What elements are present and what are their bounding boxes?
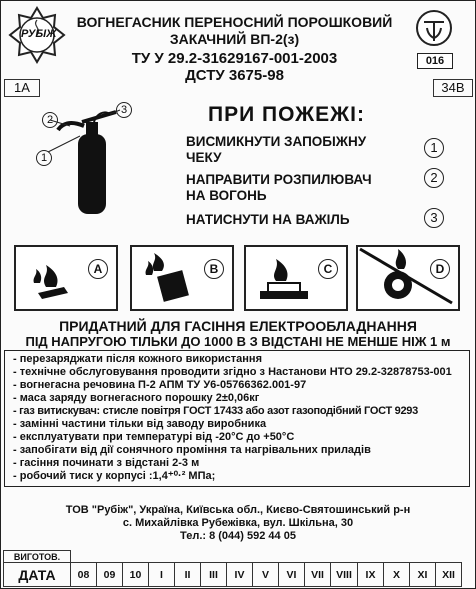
address-line1: ТОВ "Рубіж", Україна, Київська обл., Києво-Святошинський р-н bbox=[65, 504, 411, 516]
standard-tu: ТУ У 29.2-31629167-001-2003 bbox=[131, 50, 338, 67]
year-cell: 09 bbox=[97, 563, 123, 587]
month-cell: I bbox=[149, 563, 175, 587]
month-cell: XII bbox=[436, 563, 462, 587]
extinguisher-drawing bbox=[30, 100, 150, 220]
info-line: - запобігати від дії сонячного проміння та нагрівальних приладів bbox=[13, 444, 371, 456]
info-block bbox=[4, 350, 470, 487]
suitability-line2: ПІД НАПРУГОЮ ТІЛЬКИ ДО 1000 В З ВІДСТАНІ НЕ МЕНШЕ НІЖ 1 м bbox=[25, 334, 451, 349]
fire-class-b-letter: B bbox=[204, 259, 224, 279]
info-line: - газ витискувач: стисле повітря ГОСТ 17433 або азот газоподібний ГОСТ 9293 bbox=[13, 405, 418, 417]
title-line1: ВОГНЕГАСНИК ПЕРЕНОСНИЙ ПОРОШКОВИЙ bbox=[76, 14, 393, 30]
callout-2: 2 bbox=[42, 112, 58, 128]
fire-heading: ПРИ ПОЖЕЖІ: bbox=[208, 103, 365, 126]
fire-class-a-letter: A bbox=[88, 259, 108, 279]
title-line2: ЗАКАЧНИЙ ВП-2(з) bbox=[169, 31, 300, 47]
step-3-line1: НАТИСНУТИ НА ВАЖІЛЬ bbox=[186, 212, 350, 227]
cert-code: 016 bbox=[417, 53, 453, 69]
standard-dstu: ДСТУ 3675-98 bbox=[185, 67, 284, 84]
logo-text: РУБІЖ bbox=[21, 28, 57, 40]
step-3-number: 3 bbox=[424, 208, 444, 228]
info-line: - технічне обслуговування проводити згідно з Настанови НТО 29.2-32878753-001 bbox=[13, 366, 452, 378]
month-cell: XI bbox=[410, 563, 436, 587]
fire-class-a-box bbox=[14, 245, 118, 311]
step-1-number: 1 bbox=[424, 138, 444, 158]
month-cell: X bbox=[384, 563, 410, 587]
fire-class-d-letter: D bbox=[430, 259, 450, 279]
month-cell: IV bbox=[227, 563, 253, 587]
made-label: ВИГОТОВ. bbox=[4, 551, 71, 563]
certification-mark-icon bbox=[414, 8, 454, 48]
manufacture-date-table bbox=[3, 550, 462, 587]
fire-class-c-box bbox=[244, 245, 348, 311]
info-line: - гасіння починати з відстані 2-3 м bbox=[13, 457, 200, 469]
class-left: 1A bbox=[4, 79, 40, 97]
callout-1: 1 bbox=[36, 150, 52, 166]
fire-class-c-letter: C bbox=[318, 259, 338, 279]
fire-class-d-box bbox=[356, 245, 460, 311]
info-line: - робочий тиск у корпусі :1,4⁺⁰·² МПа; bbox=[13, 470, 216, 482]
step-2-number: 2 bbox=[424, 168, 444, 188]
year-cell: 10 bbox=[123, 563, 149, 587]
info-line: - перезаряджати після кожного використання bbox=[13, 353, 262, 365]
suitability-line1: ПРИДАТНИЙ ДЛЯ ГАСІННЯ ЕЛЕКТРООБЛАДНАННЯ bbox=[59, 318, 417, 334]
info-line: - маса заряду вогнегасного порошку 2±0,06кг bbox=[13, 392, 260, 404]
date-label: ДАТА bbox=[4, 563, 71, 587]
step-2-line1: НАПРАВИТИ РОЗПИЛЮВАЧ bbox=[186, 172, 372, 187]
year-cell: 08 bbox=[71, 563, 97, 587]
step-2-line2: НА ВОГОНЬ bbox=[186, 188, 267, 203]
month-cell: V bbox=[253, 563, 279, 587]
step-1-line2: ЧЕКУ bbox=[186, 150, 222, 165]
info-line: - замінні частини тільки від заводу виробника bbox=[13, 418, 267, 430]
address-line3: Тел.: 8 (044) 592 44 05 bbox=[180, 530, 296, 542]
class-right: 34B bbox=[433, 79, 473, 97]
rubizh-logo bbox=[8, 6, 66, 64]
fire-class-b-box bbox=[130, 245, 234, 311]
info-line: - експлуатувати при температурі від -20°С до +50°С bbox=[13, 431, 295, 443]
month-cell: III bbox=[201, 563, 227, 587]
address-line2: с. Михайлівка Рубежівка, вул. Шкільна, 30 bbox=[122, 517, 354, 529]
month-cell: VI bbox=[279, 563, 305, 587]
month-cell: IX bbox=[358, 563, 384, 587]
month-cell: II bbox=[175, 563, 201, 587]
month-cell: VII bbox=[305, 563, 331, 587]
month-cell: VIII bbox=[331, 563, 358, 587]
info-line: - вогнегасна речовина П-2 АПМ ТУ У6-05766362.001-97 bbox=[13, 379, 307, 391]
callout-3: 3 bbox=[116, 102, 132, 118]
step-1-line1: ВИСМИКНУТИ ЗАПОБІЖНУ bbox=[186, 134, 367, 149]
